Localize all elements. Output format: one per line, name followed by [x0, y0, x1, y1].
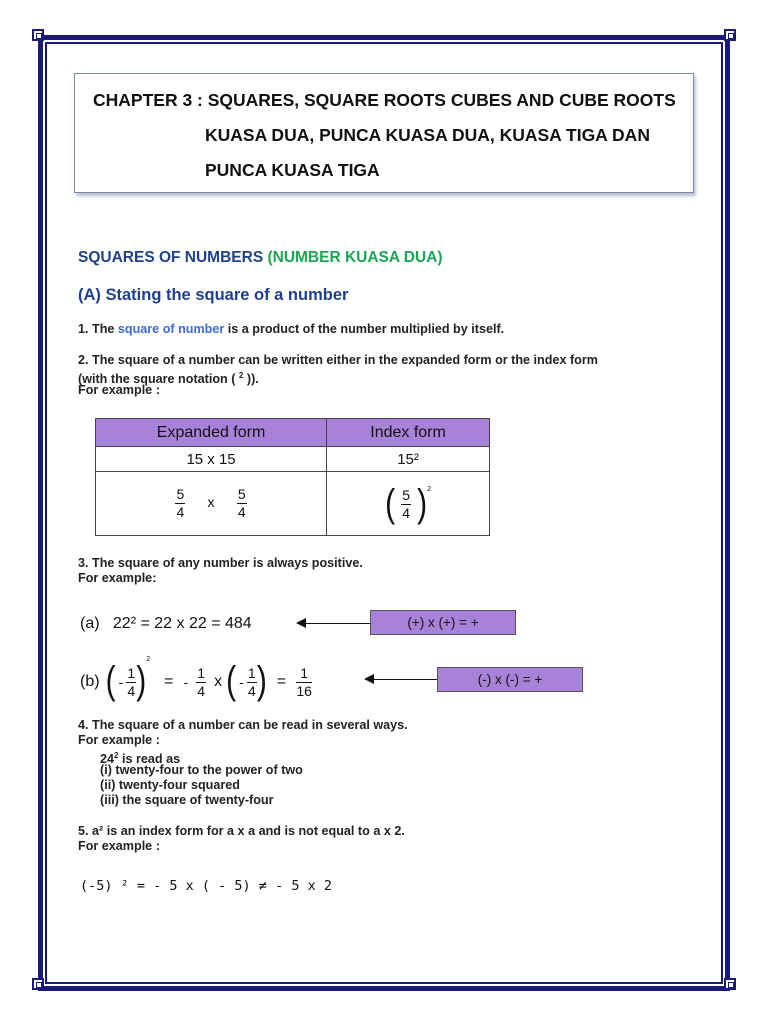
- fraction: [401, 488, 411, 521]
- point-4-base: 24: [100, 752, 115, 767]
- left-bracket: (: [385, 482, 396, 526]
- corner-ornament-top-right: [724, 29, 736, 41]
- table-header-index: Index form: [327, 419, 490, 447]
- point-2-notation-end: )).: [243, 372, 259, 387]
- point-2-notation-lead: (with the square notation (: [78, 372, 239, 387]
- point-4: 4. The square of a number can be read in several ways.: [78, 718, 408, 732]
- right-bracket: ): [136, 659, 147, 703]
- right-bracket: ): [417, 482, 428, 526]
- fraction: [237, 487, 247, 520]
- section-heading-english: SQUARES OF NUMBERS: [78, 249, 268, 266]
- fraction-denominator: 4: [197, 682, 206, 699]
- point-4-example-label: For example :: [78, 733, 160, 747]
- arrow-a-line: [304, 623, 370, 624]
- fraction-numerator: 5: [237, 486, 246, 502]
- example-b-label: (b): [80, 673, 100, 690]
- table-header-row: [96, 419, 490, 447]
- arrow-b-line: [372, 679, 438, 680]
- corner-ornament-bottom-left: [32, 978, 44, 990]
- point-4-read-as-text: is read as: [118, 752, 181, 767]
- point-4-way-ii: (ii) twenty-four squared: [100, 778, 240, 792]
- point-5-example-label: For example :: [78, 839, 160, 853]
- point-5: 5. a² is an index form for a x a and is not equal to a x 2.: [78, 824, 405, 838]
- left-bracket: (: [105, 659, 116, 703]
- fraction-numerator: 1: [197, 664, 206, 681]
- fraction-numerator: 1: [247, 664, 256, 681]
- fraction: [247, 666, 257, 699]
- point-3-example-label: For example:: [78, 571, 157, 585]
- point-4-way-i: (i) twenty-four to the power of two: [100, 763, 303, 777]
- times-sign: x: [214, 673, 223, 690]
- minus-sign: -: [118, 674, 124, 690]
- fraction-denominator: 4: [247, 682, 256, 699]
- subheading: (A) Stating the square of a number: [78, 286, 349, 304]
- section-heading: [78, 249, 443, 267]
- minus-sign: -: [239, 674, 244, 690]
- arrow-b-head: [364, 674, 374, 684]
- fraction-denominator: 16: [296, 682, 312, 699]
- fraction-denominator: 4: [127, 682, 136, 699]
- example-a: [80, 615, 252, 633]
- sign-rule-negative: (-) x (-) = +: [437, 667, 583, 692]
- exponent: 2: [427, 485, 431, 493]
- fraction-numerator: 1: [300, 664, 309, 681]
- table-cell-expanded-2: [96, 472, 327, 536]
- fraction: [175, 487, 185, 520]
- point-1-rest: is a product of the number multiplied by itself.: [224, 322, 505, 336]
- point-2-example-label: For example :: [78, 383, 160, 397]
- arrow-a-head: [296, 618, 306, 628]
- expanded-index-table: [95, 418, 490, 536]
- corner-ornament-bottom-right: [724, 978, 736, 990]
- fraction-denominator: 4: [237, 504, 246, 520]
- fraction: [126, 666, 136, 699]
- example-a-expression: 22² = 22 x 22 = 484: [112, 615, 252, 632]
- equals-sign: =: [276, 673, 287, 690]
- example-b: [80, 656, 312, 703]
- corner-ornament-top-left: [32, 29, 44, 41]
- point-4-exponent: 2: [114, 751, 119, 760]
- sign-rule-positive: (+) x (+) = +: [370, 610, 516, 635]
- times-sign: x: [207, 494, 215, 511]
- table-cell-expanded-1: 15 x 15: [96, 447, 327, 472]
- equals-sign: =: [164, 673, 174, 690]
- table-cell-index-1: 15²: [327, 447, 490, 472]
- fraction-denominator: 4: [402, 505, 410, 522]
- fraction-numerator: 5: [176, 486, 185, 502]
- point-4-way-iii: (iii) the square of twenty-four: [100, 793, 274, 807]
- table-row: [96, 447, 490, 472]
- table-row: [96, 472, 490, 536]
- point-1-lead: 1. The: [78, 322, 118, 336]
- example-c-expression: (-5) ² = - 5 x ( - 5) ≠ - 5 x 2: [80, 878, 332, 894]
- left-bracket: (: [226, 659, 237, 703]
- right-bracket: ): [256, 659, 267, 703]
- fraction-numerator: 5: [402, 487, 410, 504]
- fraction: [196, 666, 206, 699]
- square-of-number-link[interactable]: square of number: [117, 322, 225, 336]
- fraction-numerator: 1: [127, 664, 136, 681]
- table-header-expanded: Expanded form: [96, 419, 327, 447]
- point-3: 3. The square of any number is always positive.: [78, 556, 363, 570]
- chapter-title-line-1: CHAPTER 3 : SQUARES, SQUARE ROOTS CUBES AND CUBE ROOTS: [93, 90, 676, 110]
- minus-sign: -: [183, 674, 189, 690]
- section-heading-malay: (NUMBER KUASA DUA): [267, 249, 443, 266]
- exponent: 2: [146, 656, 151, 663]
- fraction-denominator: 4: [176, 504, 185, 520]
- point-2-line-1: 2. The square of a number can be written either in the expanded form or the index form: [78, 353, 598, 367]
- example-a-label: (a): [80, 615, 100, 632]
- point-1: [78, 322, 504, 337]
- table-cell-index-2: [327, 472, 490, 536]
- fraction: [296, 666, 312, 699]
- chapter-title-line-3: PUNCA KUASA TIGA: [205, 160, 380, 180]
- chapter-title-line-2: KUASA DUA, PUNCA KUASA DUA, KUASA TIGA DAN: [205, 125, 650, 145]
- point-2-superscript: 2: [238, 371, 244, 380]
